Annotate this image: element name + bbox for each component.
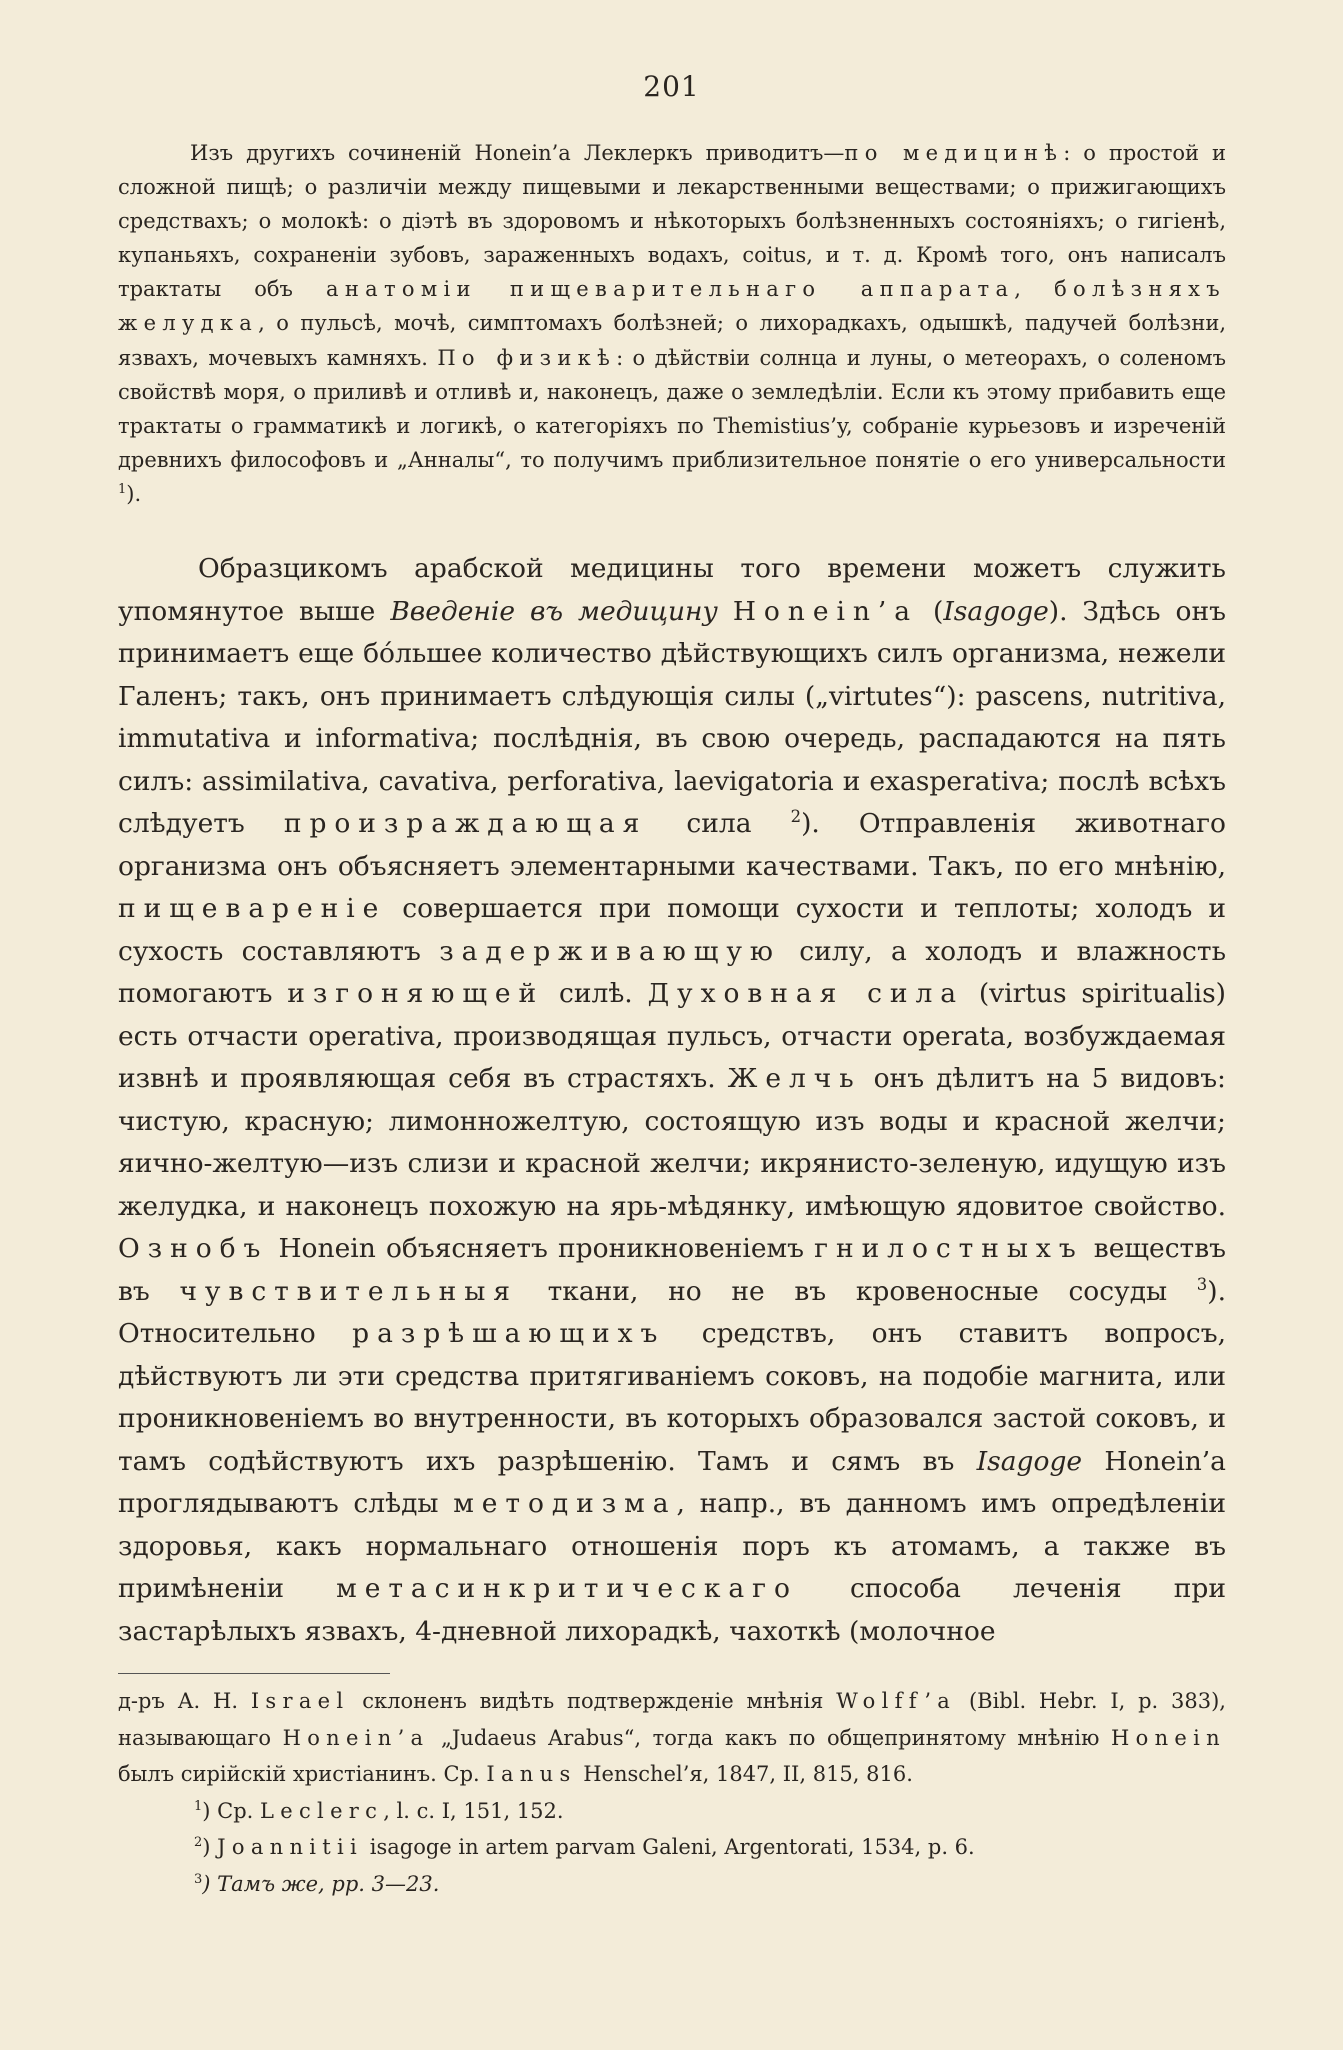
main-text xyxy=(118,548,1226,1653)
footnotes xyxy=(118,1683,1226,1902)
footnote-1: $^1$) Ср. Leclerc, l. c. I, 151, 152. xyxy=(194,1798,564,1823)
footnote-3: $^3$) Тамъ же, pp. 3—23. xyxy=(194,1871,440,1896)
footnote-continuation: д-ръ А. Н. Israel склоненъ видѣть подтвержденіе мнѣнія Wolff’a (Bibl. Hebr. I, p. 383), называющаго Honein’a „Judaeus Arabus“, тогда какъ по общепринятому мнѣнію Honein былъ сирійскій христіанинъ. Ср. Ianus Henschel’я, 1847, II, 815, 816. xyxy=(118,1689,1226,1786)
page-number: 201 xyxy=(643,70,700,103)
footnote-divider xyxy=(118,1673,390,1674)
footnote-2: $^2$) Joannitii isagoge in artem parvam Galeni, Argentorati, 1534, p. 6. xyxy=(194,1835,975,1859)
footnote-ref: 2 xyxy=(790,807,802,827)
footnote-ref: 1 xyxy=(118,481,127,497)
main-paragraph: Образцикомъ арабской медицины того времени можетъ служить упомянутое выше Введеніе въ медицину Honein’a (Isagoge). Здѣсь онъ принимаетъ еще бóльшее количество дѣйствующихъ силъ организма, нежели Галенъ; такъ, онъ принимаетъ слѣдующія силы („virtutes“): pascens, nutritiva, immutativa и informativa; послѣднія, въ свою очередь, распадаются на пять силъ: assimilativa, cavativa, perforativa, laevigatoria и exasperativa; послѣ всѣхъ слѣдуетъ произраждающая сила $^2$). Отправленія животнаго организма онъ объясняетъ элементарными качествами. Такъ, по его мнѣнію, пищевареніе совершается при помощи сухости и теплоты; холодъ и сухость составляютъ задерживающую силу, а холодъ и влажность помогаютъ изгоняющей силѣ. Духовная сила (virtus spiritualis) есть отчасти operativa, производящая пульсъ, отчасти operata, возбуждаемая извнѣ и проявляющая себя въ страстяхъ. Желчь онъ дѣлитъ на 5 видовъ: чистую, красную; лимонножелтую, состоящую изъ воды и красной желчи; яично-желтую—изъ слизи и красной желчи; икрянисто-зеленую, идущую изъ желудка, и наконецъ похожую на ярь-мѣдянку, имѣющую ядовитое свойство. Ознобъ Honein объясняетъ проникновеніемъ гнилостныхъ веществъ въ чувствительныя ткани, но не въ кровеносные сосуды $^3$). Относительно разрѣшающихъ средствъ, онъ ставитъ вопросъ, дѣйствуютъ ли эти средства притягиваніемъ соковъ, на подобіе магнита, или проникновеніемъ во внутренности, въ которыхъ образовался застой соковъ, и тамъ содѣйствуютъ ихъ разрѣшенію. Тамъ и сямъ въ Isagoge Honein’a проглядываютъ слѣды методизма, напр., въ данномъ имъ опредѣленіи здоровья, какъ нормальнаго отношенія поръ къ атомамъ, а также въ примѣненіи метасинкритическаго способа леченія при застарѣлыхъ язвахъ, 4-дневной лихорадкѣ, чахоткѣ (молочное xyxy=(118,553,1227,1647)
intro-paragraph: Изъ другихъ сочиненій Honein’a Леклеркъ приводитъ—по медицинѣ: о простой и сложной пищѣ; о различіи между пищевыми и лекарственными веществами; о прижигающихъ средствахъ; о молокѣ: о діэтѣ въ здоровомъ и нѣкоторыхъ болѣзненныхъ состояніяхъ; о гигіенѣ, купаньяхъ, сохраненіи зубовъ, зараженныхъ водахъ, coitus, и т. д. Кромѣ того, онъ написалъ трактаты объ анатоміи пищеварительнаго аппарата, болѣзняхъ желудка, о пульсѣ, мочѣ, симптомахъ болѣзней; о лихорадкахъ, одышкѣ, падучей болѣзни, язвахъ, мочевыхъ камняхъ. По физикѣ: о дѣйствіи солнца и луны, о метеорахъ, о соленомъ свойствѣ моря, о приливѣ и отливѣ и, наконецъ, даже о земледѣліи. Если къ этому прибавить еще трактаты о грамматикѣ и логикѣ, о категоріяхъ по Themistius’y, собраніе курьезовъ и изреченій древнихъ философовъ и „Анналы“, то получимъ приблизительное понятіе о его универсальности $^1$). xyxy=(118,141,1227,506)
footnote-ref: 3 xyxy=(1196,1274,1208,1294)
